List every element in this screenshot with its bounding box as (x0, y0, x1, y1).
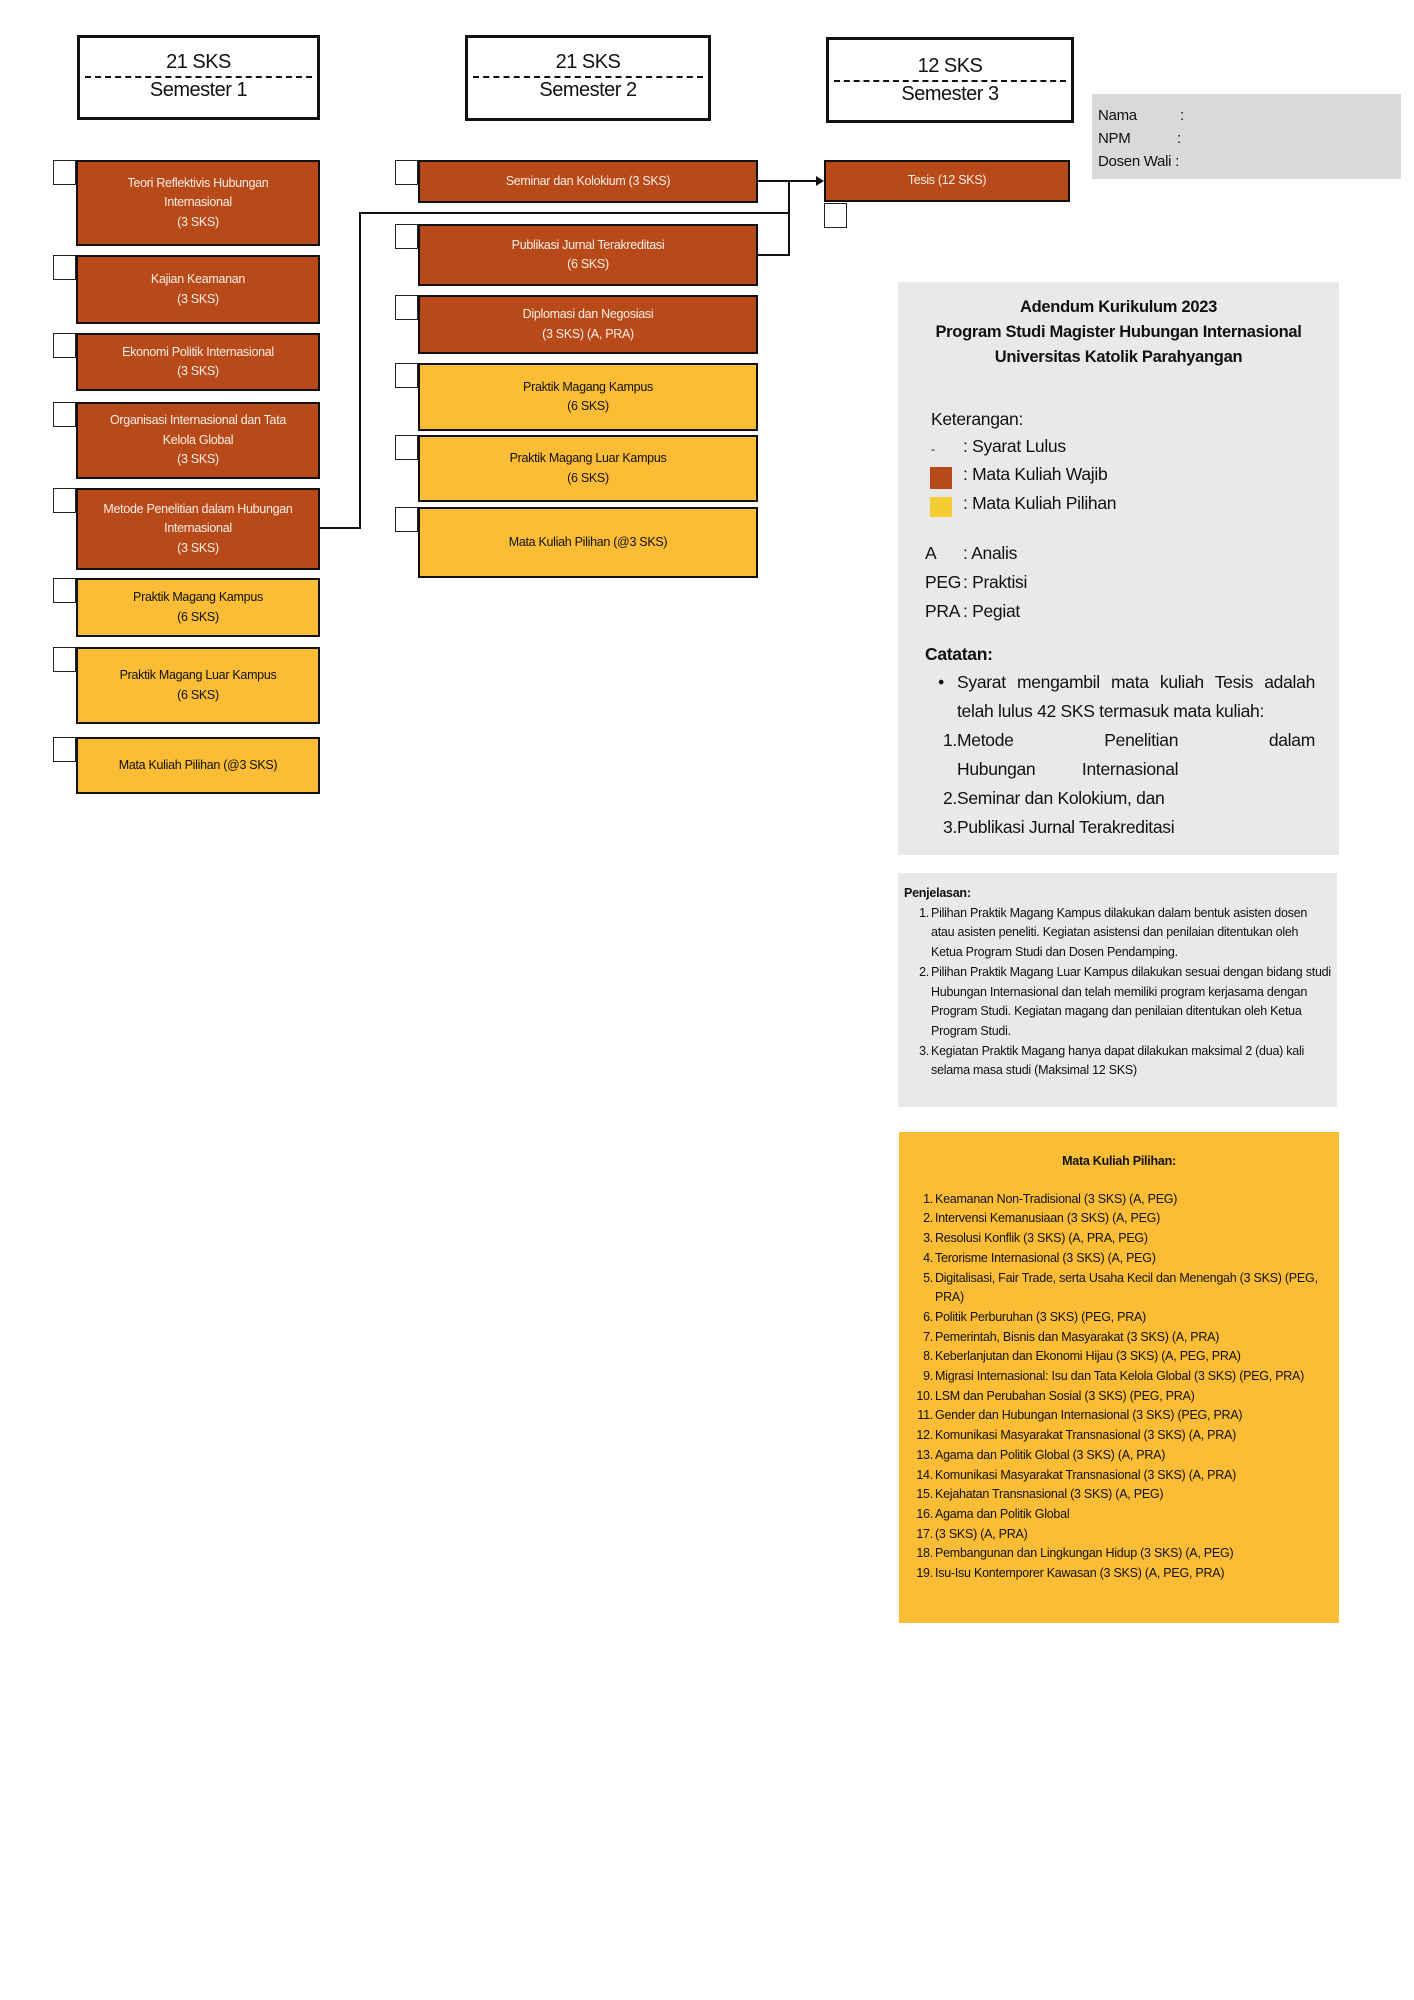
pilihan-item-text: Digitalisasi, Fair Trade, serta Usaha Kecil dan Menengah (3 SKS) (PEG, PRA) (935, 1270, 1318, 1305)
course-checkbox[interactable] (53, 160, 76, 185)
item-number: 4. (923, 1250, 933, 1265)
pilihan-item-text: Kejahatan Transnasional (3 SKS) (A, PEG) (935, 1487, 1164, 1502)
course-checkbox[interactable] (53, 402, 76, 427)
arrow-head-icon (816, 176, 824, 186)
semester-2-header (465, 35, 711, 121)
item-number: 3. (923, 1231, 933, 1246)
addendum-panel (898, 282, 1339, 855)
bullet-icon: • (938, 672, 944, 692)
nama-row (1098, 104, 1395, 127)
semester-2-sks: 21 SKS (555, 51, 621, 73)
item-number: 9. (923, 1369, 933, 1384)
legend-wajib: : Mata Kuliah Wajib (963, 464, 1108, 484)
connector-publikasi-out (757, 254, 790, 256)
addendum-title-line-2: Program Studi Magister Hubungan Internasional (935, 323, 1302, 341)
penjelasan-panel (898, 873, 1337, 1107)
catatan-label: Catatan: (925, 644, 993, 664)
semester-3-title: Semester 3 (901, 83, 999, 105)
course-label: Ekonomi Politik Internasional (3 SKS) (122, 344, 274, 378)
pilihan-item (907, 1446, 1331, 1466)
course-checkbox[interactable] (395, 224, 418, 249)
catatan-item: 1. Metode Penelitian dalam Hubungan Internasional (943, 730, 1315, 779)
abbr-a-text: : Analis (963, 543, 1018, 563)
pilihan-item (907, 1406, 1331, 1426)
course-box-wajib (76, 402, 320, 479)
pilihan-item-text: Gender dan Hubungan Internasional (3 SKS) (PEG, PRA) (935, 1408, 1243, 1423)
pilihan-item-text: Pembangunan dan Lingkungan Hidup (3 SKS) (A, PEG) (935, 1546, 1234, 1561)
item-number: 17. (916, 1526, 933, 1541)
pilihan-list (907, 1190, 1331, 1584)
course-checkbox[interactable] (53, 255, 76, 280)
pilihan-item (907, 1426, 1331, 1446)
course-box-wajib (76, 160, 320, 246)
pilihan-item (907, 1209, 1331, 1229)
semester-1-header (77, 35, 320, 120)
course-checkbox[interactable] (395, 507, 418, 532)
pilihan-title: Mata Kuliah Pilihan: (1062, 1154, 1176, 1168)
item-number: 1. (923, 1191, 933, 1206)
course-box-wajib (76, 488, 320, 570)
course-checkbox[interactable] (53, 333, 76, 358)
item-number: 19. (916, 1566, 933, 1581)
pilihan-item-text: Pemerintah, Bisnis dan Masyarakat (3 SKS) (A, PRA) (935, 1329, 1220, 1344)
nama-label: Nama (1098, 107, 1137, 124)
item-number: 15. (916, 1487, 933, 1502)
course-label: Seminar dan Kolokium (3 SKS) (505, 173, 671, 188)
legend-dash-symbol: - (931, 442, 935, 456)
pilihan-item (907, 1190, 1331, 1210)
course-checkbox[interactable] (53, 737, 76, 762)
course-box-pilihan (418, 507, 758, 578)
course-checkbox[interactable] (53, 488, 76, 513)
pilihan-item-text: LSM dan Perubahan Sosial (3 SKS) (PEG, PRA) (935, 1388, 1195, 1403)
pilihan-item-text: Politik Perburuhan (3 SKS) (PEG, PRA) (935, 1309, 1146, 1324)
semester-3-sks: 12 SKS (917, 55, 983, 77)
abbr-pra-text: : Pegiat (963, 601, 1020, 621)
course-box-pilihan (76, 578, 320, 637)
course-checkbox[interactable] (395, 363, 418, 388)
pilihan-item-text: Resolusi Konflik (3 SKS) (A, PRA, PEG) (935, 1231, 1148, 1246)
course-checkbox[interactable] (824, 203, 847, 228)
course-label: Mata Kuliah Pilihan (@3 SKS) (118, 757, 278, 772)
pilihan-panel (899, 1132, 1339, 1623)
pilihan-item (907, 1485, 1331, 1505)
npm-colon: : (1177, 130, 1181, 147)
pilihan-item (907, 1308, 1331, 1328)
course-box-wajib (824, 160, 1070, 202)
pilihan-item-text: Keamanan Non-Tradisional (3 SKS) (A, PEG) (935, 1191, 1178, 1206)
pilihan-item-text: Intervensi Kemanusiaan (3 SKS) (A, PEG) (935, 1211, 1161, 1226)
pilihan-item-text: Migrasi Internasional: Isu dan Tata Kelola Global (3 SKS) (PEG, PRA) (935, 1369, 1305, 1384)
addendum-title-line-3: Universitas Katolik Parahyangan (994, 348, 1243, 366)
pilihan-item (907, 1564, 1331, 1584)
item-number: 11. (917, 1408, 933, 1423)
abbr-pra: PRA (925, 601, 961, 621)
pilihan-item-text: Komunikasi Masyarakat Transnasional (3 SKS) (A, PRA) (935, 1467, 1237, 1482)
course-label: Praktik Magang Kampus (6 SKS) (523, 379, 653, 413)
semester-1-title: Semester 1 (149, 79, 248, 101)
course-checkbox[interactable] (53, 647, 76, 672)
pilihan-item-text: Keberlanjutan dan Ekonomi Hijau (3 SKS) (A, PEG, PRA) (935, 1349, 1241, 1364)
course-label: Praktik Magang Kampus (6 SKS) (133, 590, 263, 624)
semester-3-header (826, 37, 1074, 123)
course-box-wajib (76, 255, 320, 324)
pilihan-item (907, 1249, 1331, 1269)
course-box-wajib (418, 224, 758, 286)
item-number: 18. (916, 1546, 933, 1561)
abbr-a: A (925, 543, 937, 563)
semester-2-title: Semester 2 (539, 79, 637, 101)
pilihan-item (907, 1505, 1331, 1525)
item-number: 8. (923, 1349, 933, 1364)
legend-pilihan: : Mata Kuliah Pilihan (963, 493, 1117, 513)
pilihan-item (907, 1347, 1331, 1367)
course-box-pilihan (76, 737, 320, 794)
catatan-list (925, 726, 1315, 842)
course-box-wajib (76, 333, 320, 391)
course-box-pilihan (418, 435, 758, 502)
nama-colon: : (1180, 107, 1184, 124)
item-number: 13. (916, 1447, 933, 1462)
course-label: Kajian Keamanan (3 SKS) (150, 272, 246, 306)
course-box-wajib (418, 295, 758, 354)
pilihan-item-text: Agama dan Politik Global (3 SKS) (A, PRA) (935, 1447, 1166, 1462)
course-box-wajib (418, 160, 758, 203)
item-number: 5. (923, 1270, 933, 1285)
pilihan-item (907, 1466, 1331, 1486)
dosen-wali-colon: : (1175, 153, 1180, 170)
course-label: Metode Penelitian dalam Hubungan Internasional (3 SKS) (103, 501, 293, 555)
penjelasan-item: 2. Pilihan Praktik Magang Luar Kampus dilakukan sesuai dengan bidang studi Hubungan Internasional dan telah memiliki program kerjasama dengan Program Studi. Kegiatan magang dan penilaian ditentukan oleh Ketua Program Studi. (919, 964, 1331, 1038)
item-number: 12. (916, 1428, 933, 1443)
pilihan-item (907, 1525, 1331, 1545)
course-label: Teori Reflektivis Hubungan Internasional (3 SKS) (127, 175, 269, 229)
connector-metode-out (319, 527, 361, 529)
penjelasan-item: 3. Kegiatan Praktik Magang hanya dapat dilakukan maksimal 2 (dua) kali selama masa studi (Maksimal 12 SKS) (919, 1043, 1305, 1078)
item-number: 14. (916, 1467, 933, 1482)
semester-1-sks: 21 SKS (166, 51, 231, 73)
dosen-wali-label: Dosen Wali (1098, 153, 1172, 170)
abbr-peg: PEG (925, 572, 962, 592)
catatan-item: 3. Publikasi Jurnal Terakreditasi (943, 817, 1175, 837)
course-label: Mata Kuliah Pilihan (@3 SKS) (508, 534, 668, 549)
addendum-title-line-1: Adendum Kurikulum 2023 (1020, 298, 1217, 316)
pilihan-item (907, 1229, 1331, 1249)
pilihan-item (907, 1328, 1331, 1348)
course-checkbox[interactable] (395, 435, 418, 460)
pilihan-item-text: (3 SKS) (A, PRA) (935, 1526, 1028, 1541)
abbr-peg-text: : Praktisi (963, 572, 1028, 592)
pilihan-item (907, 1269, 1331, 1308)
pilihan-item-text: Isu-Isu Kontemporer Kawasan (3 SKS) (A, PEG, PRA) (935, 1566, 1225, 1581)
catatan-bullet-item (925, 668, 1315, 726)
npm-row (1098, 127, 1395, 150)
npm-label: NPM (1098, 130, 1131, 147)
pilihan-item-text: Komunikasi Masyarakat Transnasional (3 SKS) (A, PRA) (935, 1428, 1237, 1443)
course-box-pilihan (418, 363, 758, 431)
penjelasan-list (904, 904, 1331, 1081)
course-label: Tesis (12 SKS) (907, 173, 987, 188)
connector-tesis-vertical (788, 180, 790, 256)
course-box-pilihan (76, 647, 320, 724)
keterangan-label: Keterangan: (931, 409, 1024, 429)
penjelasan-label: Penjelasan: (904, 886, 971, 900)
pilihan-item (907, 1367, 1331, 1387)
course-checkbox[interactable] (395, 295, 418, 320)
student-info-box (1092, 94, 1401, 179)
course-checkbox[interactable] (395, 160, 418, 185)
catatan-section (925, 640, 1315, 842)
catatan-bullet-text: Syarat mengambil mata kuliah Tesis adalah telah lulus 42 SKS termasuk mata kuliah: (957, 672, 1315, 721)
item-number: 2. (923, 1211, 933, 1226)
course-label: Praktik Magang Luar Kampus (6 SKS) (509, 451, 667, 485)
catatan-item: 2. Seminar dan Kolokium, dan (943, 788, 1165, 808)
item-number: 16. (916, 1506, 933, 1521)
penjelasan-item: 1. Pilihan Praktik Magang Kampus dilakukan dalam bentuk asisten dosen atau asisten peneliti. Kegiatan asistensi dan penilaian ditentukan oleh Ketua Program Studi dan Dosen Pendamping. (919, 905, 1308, 960)
pilihan-item-text: Agama dan Politik Global (935, 1506, 1070, 1521)
connector-metode-to-tesis (359, 212, 790, 214)
course-label: Publikasi Jurnal Terakreditasi (6 SKS) (511, 237, 665, 271)
dosen-wali-row (1098, 150, 1395, 173)
legend-syarat-lulus: : Syarat Lulus (963, 436, 1066, 456)
course-label: Praktik Magang Luar Kampus (6 SKS) (119, 668, 277, 702)
legend-wajib-swatch (930, 467, 952, 489)
connector-metode-vertical (359, 212, 361, 529)
pilihan-item (907, 1544, 1331, 1564)
course-label: Organisasi Internasional dan Tata Kelola Global (3 SKS) (109, 413, 287, 467)
course-checkbox[interactable] (53, 578, 76, 603)
pilihan-item (907, 1387, 1331, 1407)
course-label: Diplomasi dan Negosiasi (3 SKS) (A, PRA) (522, 307, 654, 341)
item-number: 6. (923, 1309, 933, 1324)
item-number: 10. (916, 1388, 933, 1403)
legend-pilihan-swatch (930, 497, 952, 517)
addendum-title (898, 295, 1339, 370)
item-number: 7. (923, 1329, 933, 1344)
pilihan-item-text: Terorisme Internasional (3 SKS) (A, PEG) (935, 1250, 1156, 1265)
